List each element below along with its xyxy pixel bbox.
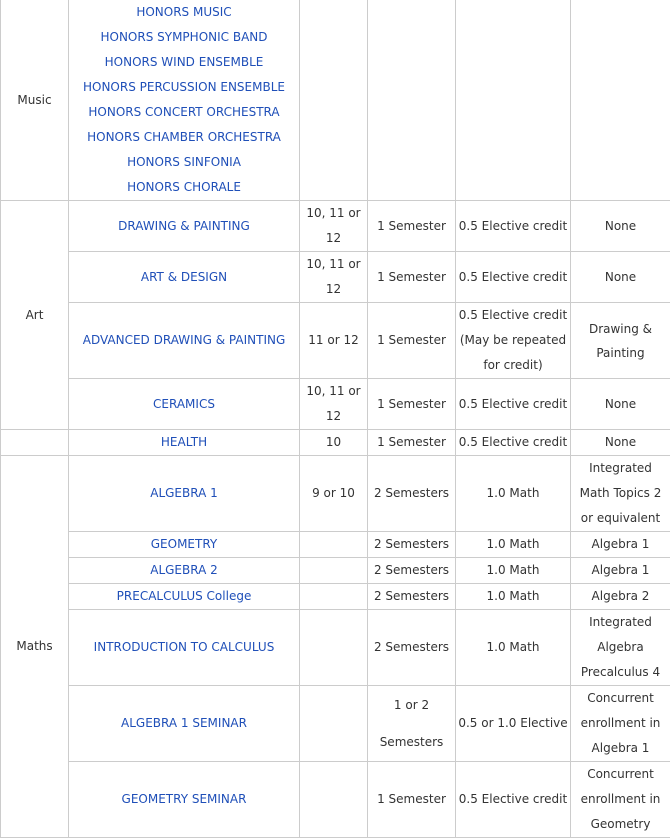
prereq-cell: None [571, 201, 670, 252]
length-cell: 1 or 2 Semesters [368, 686, 456, 762]
table-row [1, 0, 670, 201]
table-row [1, 430, 670, 456]
credit-cell: 0.5 or 1.0 Elective [456, 686, 571, 762]
course-link-honors-percussion-ensemble[interactable]: HONORS PERCUSSION ENSEMBLE [69, 75, 299, 100]
prereq-cell: Algebra 1 [571, 558, 670, 584]
credit-cell: 0.5 Elective credit [456, 762, 571, 838]
course-link-drawing-painting[interactable]: DRAWING & PAINTING [71, 214, 297, 239]
prereq-cell: Algebra 1 [571, 532, 670, 558]
table-row [1, 379, 670, 430]
course-cell [69, 584, 300, 610]
department-maths: Maths [1, 456, 69, 838]
length-cell: 2 Semesters [368, 558, 456, 584]
length-cell: 2 Semesters [368, 610, 456, 686]
course-cell [69, 430, 300, 456]
course-link-algebra-1-seminar[interactable]: ALGEBRA 1 SEMINAR [71, 711, 297, 736]
course-link-honors-wind-ensemble[interactable]: HONORS WIND ENSEMBLE [69, 50, 299, 75]
credit-cell: 1.0 Math [456, 532, 571, 558]
grades-cell: 10 [300, 430, 368, 456]
table-row [1, 610, 670, 686]
credit-cell [456, 0, 571, 201]
course-link-honors-sinfonia[interactable]: HONORS SINFONIA [69, 150, 299, 175]
course-cell [69, 252, 300, 303]
course-cell [69, 558, 300, 584]
department-art: Art [1, 201, 69, 430]
length-cell: 2 Semesters [368, 456, 456, 532]
grades-cell [300, 610, 368, 686]
grades-cell [300, 558, 368, 584]
prereq-cell: Algebra 2 [571, 584, 670, 610]
course-link-geometry-seminar[interactable]: GEOMETRY SEMINAR [71, 787, 297, 812]
table-row [1, 584, 670, 610]
prereq-cell: Drawing & Painting [571, 303, 670, 379]
course-link-health[interactable]: HEALTH [71, 430, 297, 455]
length-cell: 1 Semester [368, 252, 456, 303]
course-link-advanced-drawing-painting[interactable]: ADVANCED DRAWING & PAINTING [71, 328, 297, 353]
course-cell [69, 762, 300, 838]
credit-cell: 0.5 Elective credit [456, 379, 571, 430]
credit-cell: 1.0 Math [456, 558, 571, 584]
course-link-introduction-to-calculus[interactable]: INTRODUCTION TO CALCULUS [71, 635, 297, 660]
prereq-cell: None [571, 379, 670, 430]
table-row [1, 456, 670, 532]
credit-cell: 1.0 Math [456, 610, 571, 686]
music-course-list [69, 0, 300, 201]
grades-cell: 9 or 10 [300, 456, 368, 532]
length-cell: 1 Semester [368, 303, 456, 379]
table-row [1, 532, 670, 558]
length-cell [368, 0, 456, 201]
prereq-cell: Concurrent enrollment in Algebra 1 [571, 686, 670, 762]
grades-cell: 10, 11 or 12 [300, 252, 368, 303]
course-link-honors-music[interactable]: HONORS MUSIC [69, 0, 299, 25]
course-cell [69, 610, 300, 686]
course-link-geometry[interactable]: GEOMETRY [71, 532, 297, 557]
prereq-cell: None [571, 252, 670, 303]
length-cell: 2 Semesters [368, 584, 456, 610]
grades-cell: 10, 11 or 12 [300, 201, 368, 252]
grades-cell [300, 0, 368, 201]
table-row [1, 686, 670, 762]
grades-cell [300, 686, 368, 762]
table-row [1, 558, 670, 584]
grades-cell [300, 532, 368, 558]
course-link-honors-concert-orchestra[interactable]: HONORS CONCERT ORCHESTRA [69, 100, 299, 125]
prereq-cell: Integrated Algebra Precalculus 4 [571, 610, 670, 686]
course-link-art-design[interactable]: ART & DESIGN [71, 265, 297, 290]
credit-cell: 1.0 Math [456, 584, 571, 610]
course-link-algebra-1[interactable]: ALGEBRA 1 [71, 481, 297, 506]
length-cell: 2 Semesters [368, 532, 456, 558]
length-cell: 1 Semester [368, 762, 456, 838]
course-link-honors-chorale[interactable]: HONORS CHORALE [69, 175, 299, 200]
course-link-algebra-2[interactable]: ALGEBRA 2 [71, 558, 297, 583]
course-link-precalculus-college[interactable]: PRECALCULUS College [71, 584, 297, 609]
course-cell [69, 532, 300, 558]
course-cell [69, 686, 300, 762]
table-row [1, 252, 670, 303]
credit-cell: 0.5 Elective credit [456, 252, 571, 303]
prereq-cell: None [571, 430, 670, 456]
course-cell [69, 303, 300, 379]
prereq-cell: Integrated Math Topics 2 or equivalent [571, 456, 670, 532]
department-music: Music [1, 0, 69, 201]
length-cell: 1 Semester [368, 430, 456, 456]
course-cell [69, 379, 300, 430]
prereq-cell [571, 0, 670, 201]
length-cell: 1 Semester [368, 201, 456, 252]
table-row [1, 201, 670, 252]
department-empty [1, 430, 69, 456]
table-row [1, 762, 670, 838]
course-cell [69, 201, 300, 252]
course-link-ceramics[interactable]: CERAMICS [71, 392, 297, 417]
grades-cell [300, 762, 368, 838]
prereq-cell: Concurrent enrollment in Geometry [571, 762, 670, 838]
credit-cell: 0.5 Elective credit [456, 430, 571, 456]
grades-cell [300, 584, 368, 610]
course-cell [69, 456, 300, 532]
length-cell: 1 Semester [368, 379, 456, 430]
course-link-honors-chamber-orchestra[interactable]: HONORS CHAMBER ORCHESTRA [69, 125, 299, 150]
grades-cell: 10, 11 or 12 [300, 379, 368, 430]
credit-cell: 0.5 Elective credit (May be repeated for credit) [456, 303, 571, 379]
credit-cell: 0.5 Elective credit [456, 201, 571, 252]
table-row [1, 303, 670, 379]
course-link-honors-symphonic-band[interactable]: HONORS SYMPHONIC BAND [69, 25, 299, 50]
grades-cell: 11 or 12 [300, 303, 368, 379]
credit-cell: 1.0 Math [456, 456, 571, 532]
